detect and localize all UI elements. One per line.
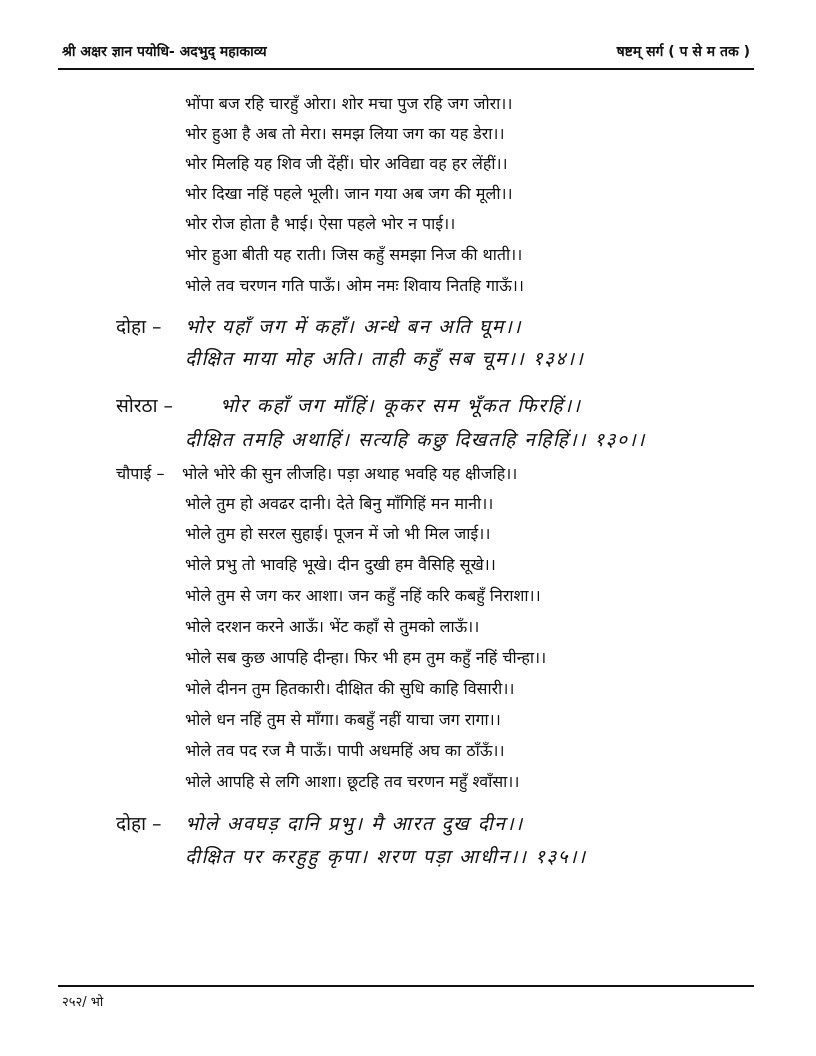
verse-line: भोले सब कुछ आपहि दीन्हा। फिर भी हम तुम कहुँ नहिं चीन्हा।।: [185, 648, 547, 667]
doha-line: दीक्षित पर करहुहु कृपा। शरण पड़ा आधीन।। १३५।।: [185, 846, 587, 868]
header-rule: [58, 68, 754, 70]
doha-line: भोर यहाँ जग में कहाँ। अन्धे बन अति घूम।।: [185, 316, 522, 338]
verse-line: भोले दीनन तुम हितकारी। दीक्षित की सुधि काहि विसारी।।: [185, 679, 515, 698]
verse-line: भोले तुम हो अवढर दानी। देते बिनु माँगिहिं मन मानी।।: [185, 494, 494, 513]
sortha-line: दीक्षित तमहि अथाहिं। सत्यहि कछु दिखतहि नहिहिं।। १३०।।: [185, 429, 646, 451]
footer-rule: [58, 985, 754, 987]
verse-line: भोले तुम हो सरल सुहाई। पूजन में जो भी मिल जाई।।: [185, 524, 491, 543]
chapter-title: षष्टम् सर्ग ( प से म तक ): [616, 44, 750, 60]
verse-line: भोर हुआ बीती यह राती। जिस कहुँ समझा निज की थाती।।: [185, 245, 523, 264]
verse-line: भोले तव चरणन गति पाऊँ। ओम नमः शिवाय नितहि गाऊँ।।: [185, 276, 524, 295]
verse-line: भोले भोरे की सुन लीजहि। पड़ा अथाह भवहि यह क्षीजहि।।: [182, 464, 518, 483]
verse-line: भोले तव पद रज मै पाऊँ। पापी अधमहिं अघ का ठाँऊँ।।: [185, 741, 505, 760]
doha-line: भोले अवघड़ दानि प्रभु। मै आरत दुख दीन।।: [185, 813, 524, 835]
verse-line: भोर मिलहि यह शिव जी देंहीं। घोर अविद्या वह हर लेंहीं।।: [185, 154, 508, 173]
verse-line: भोर हुआ है अब तो मेरा। समझ लिया जग का यह डेरा।।: [185, 124, 505, 143]
verse-line: भोले दरशन करने आऊँ। भेंट कहाँ से तुमको लाऊँ।।: [185, 617, 480, 636]
book-title: श्री अक्षर ज्ञान पयोधि- अदभुद् महाकाव्य: [62, 44, 267, 60]
doha-label: दोहा –: [116, 813, 162, 835]
doha-label: दोहा –: [116, 316, 162, 338]
verse-line: भोले प्रभु तो भावहि भूखे। दीन दुखी हम वैसिहि सूखे।।: [185, 555, 496, 574]
page-number: २५२/ भो: [62, 995, 104, 1010]
chaupai-label: चौपाई –: [116, 464, 165, 483]
sortha-label: सोरठा –: [116, 395, 174, 417]
doha-line: दीक्षित माया मोह अति। ताही कहुँ सब चूम।। १३४।।: [185, 348, 585, 370]
verse-line: भोले आपहि से लगि आशा। छूटहि तव चरणन महुँ श्वाँसा।।: [185, 772, 520, 791]
verse-line: भोले तुम से जग कर आशा। जन कहुँ नहिं करि कबहुँ निराशा।।: [185, 586, 541, 605]
verse-line: भोर दिखा नहिं पहले भूली। जान गया अब जग की मूली।।: [185, 184, 513, 203]
verse-line: भोले धन नहिं तुम से माँगा। कबहुँ नहीं याचा जग रागा।।: [185, 710, 501, 729]
verse-line: भोंपा बज रहि चारहुँ ओरा। शोर मचा पुज रहि जग जोरा।।: [185, 94, 513, 113]
sortha-line: भोर कहाँ जग माँहिं। कूकर सम भूँकत फिरहिं।।: [220, 395, 582, 417]
verse-line: भोर रोज होता है भाई। ऐसा पहले भोर न पाई।।: [185, 214, 456, 233]
